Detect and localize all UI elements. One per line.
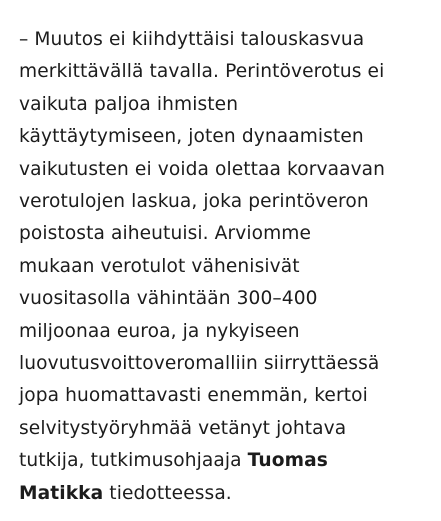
text-line-closing xyxy=(19,478,435,510)
text-line: jopa huomattavasti enemmän, kertoi xyxy=(19,385,368,407)
text-line: vuositasolla vähintään 300–400 xyxy=(19,288,318,310)
quote-paragraph xyxy=(19,24,435,510)
text-line: luovutusvoittoveromalliin siirryttäessä xyxy=(19,353,380,375)
text-line: – Muutos ei kiihdyttäisi talouskasvua xyxy=(19,29,365,50)
text-line: merkittävällä tavalla. Perintöverotus ei xyxy=(19,61,385,83)
text-line: mukaan verotulot vähenisivät xyxy=(19,255,300,277)
text-line: verotulojen laskua, joka perintöveron xyxy=(19,191,369,213)
speaker-last-name: Matikka xyxy=(19,482,104,504)
closing-text: tiedotteessa. xyxy=(103,482,232,504)
text-line: poistosta aiheutuisi. Arviomme xyxy=(19,223,312,245)
text-line: miljoonaa euroa, ja nykyiseen xyxy=(19,320,300,342)
text-line: vaikutusten ei voida olettaa korvaavan xyxy=(19,158,386,180)
text-line: selvitystyöryhmää vetänyt johtava xyxy=(19,417,347,439)
speaker-first-name: Tuomas xyxy=(247,450,328,472)
text-line-with-speaker xyxy=(19,445,435,477)
text-line: käyttäytymiseen, joten dynaamisten xyxy=(19,126,364,148)
article-body xyxy=(19,24,435,510)
text-fragment: tutkija, tutkimusohjaaja xyxy=(19,450,248,472)
text-line: vaikuta paljoa ihmisten xyxy=(19,93,239,115)
